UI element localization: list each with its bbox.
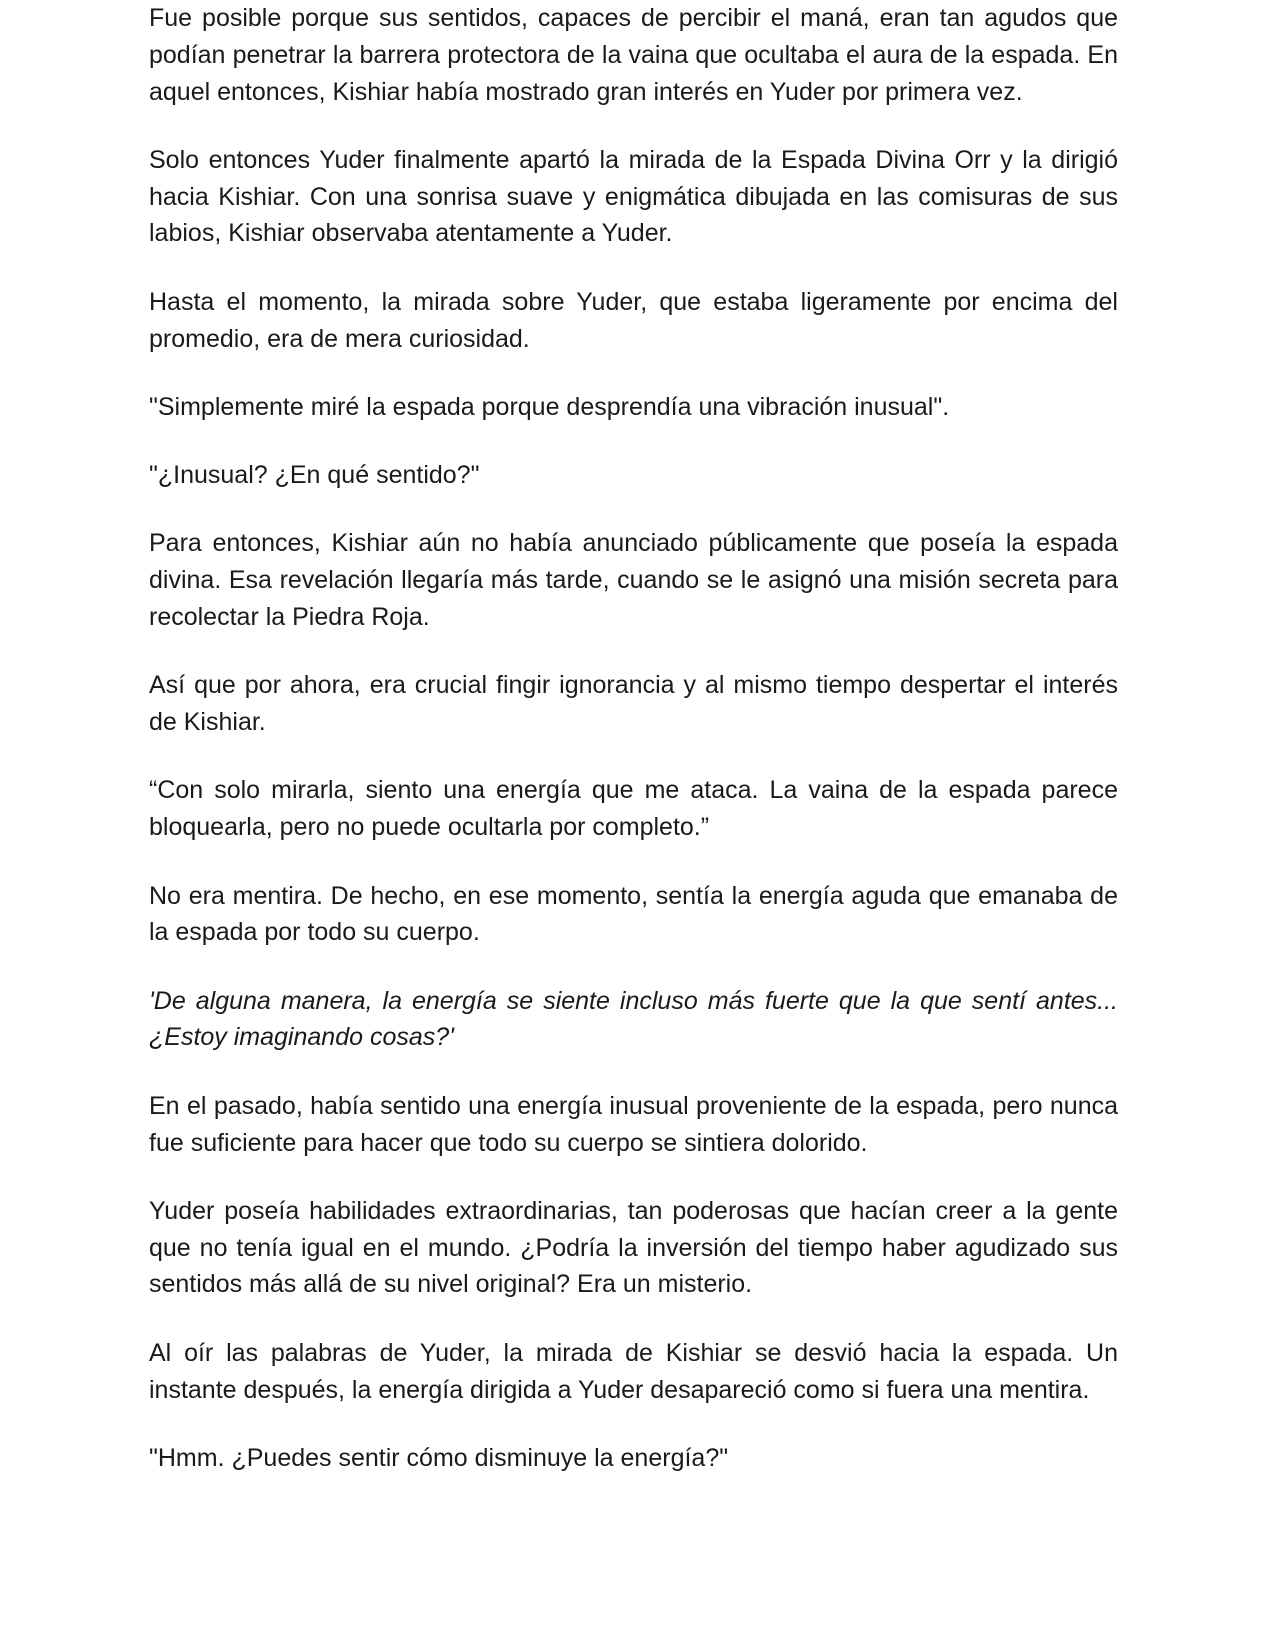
paragraph-3: Hasta el momento, la mirada sobre Yuder, que estaba ligeramente por encima del promedio, era de mera curiosidad.: [149, 287, 1118, 353]
paragraph-2: Solo entonces Yuder finalmente apartó la mirada de la Espada Divina Orr y la dirigió hacia Kishiar. Con una sonrisa suave y enigmática dibujada en las comisuras de sus labios, Kishiar observaba atentamente a Yuder.: [149, 145, 1118, 248]
paragraph-6: Para entonces, Kishiar aún no había anunciado públicamente que poseía la espada divina. Esa revelación llegaría más tarde, cuando se le asignó una misión secreta para recolectar la Piedra Roja.: [149, 529, 1118, 632]
paragraph-8: “Con solo mirarla, siento una energía que me ataca. La vaina de la espada parece bloquearla, pero no puede ocultarla por completo.”: [149, 776, 1118, 842]
paragraph-4: "Simplemente miré la espada porque desprendía una vibración inusual".: [149, 392, 950, 421]
paragraph-10-thought: 'De alguna manera, la energía se siente incluso más fuerte que la que sentí antes... ¿Estoy imaginando cosas?': [149, 986, 1118, 1052]
paragraph-11: En el pasado, había sentido una energía inusual proveniente de la espada, pero nunca fue suficiente para hacer que todo su cuerpo se sintiera dolorido.: [149, 1091, 1118, 1157]
paragraph-9: No era mentira. De hecho, en ese momento, sentía la energía aguda que emanaba de la espada por todo su cuerpo.: [149, 881, 1118, 947]
paragraph-5: "¿Inusual? ¿En qué sentido?": [149, 461, 480, 490]
paragraph-12: Yuder poseía habilidades extraordinarias, tan poderosas que hacían creer a la gente que no tenía igual en el mundo. ¿Podría la inversión del tiempo haber agudizado sus sentidos más allá de su nivel original? Era un misterio.: [149, 1196, 1118, 1299]
paragraph-1: Fue posible porque sus sentidos, capaces de percibir el maná, eran tan agudos que podían penetrar la barrera protectora de la vaina que ocultaba el aura de la espada. En aquel entonces, Kishiar había mostrado gran interés en Yuder por primera vez.: [149, 4, 1118, 106]
document-page: [149, 0, 1118, 1508]
paragraph-13: Al oír las palabras de Yuder, la mirada de Kishiar se desvió hacia la espada. Un instante después, la energía dirigida a Yuder desapareció como si fuera una mentira.: [149, 1338, 1118, 1404]
paragraph-7: Así que por ahora, era crucial fingir ignorancia y al mismo tiempo despertar el interés de Kishiar.: [149, 671, 1118, 737]
paragraph-14: "Hmm. ¿Puedes sentir cómo disminuye la energía?": [149, 1443, 729, 1472]
